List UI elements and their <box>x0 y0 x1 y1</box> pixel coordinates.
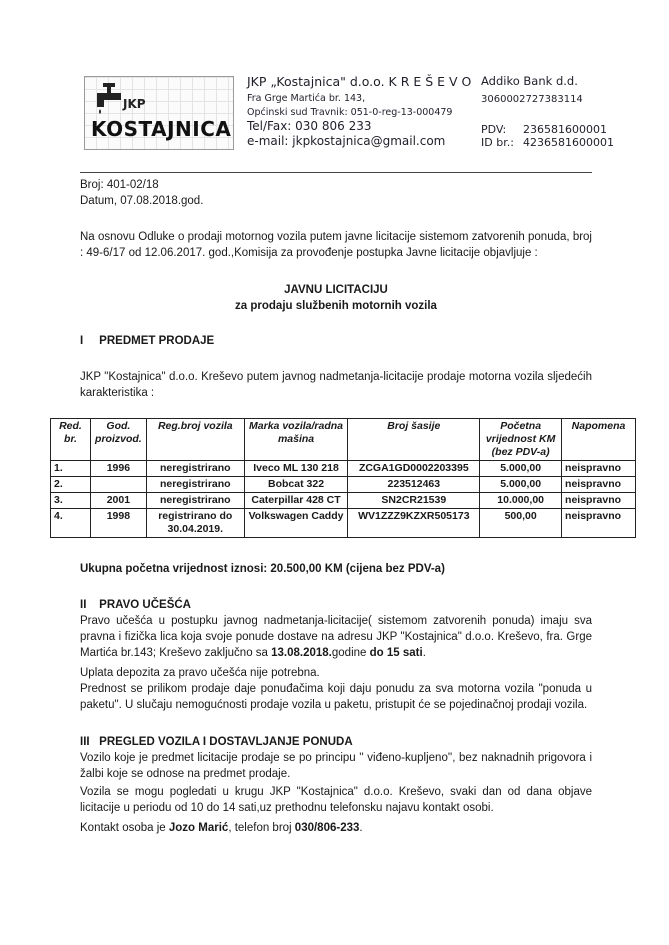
table-header-row <box>51 419 636 461</box>
section-3-heading: III PREGLED VOZILA I DOSTAVLJANJE PONUDA <box>80 736 353 748</box>
doc-date: Datum, 07.08.2018.god. <box>80 195 204 207</box>
intro-paragraph: Na osnovu Odluke o prodaji motornog vozila putem javne licitacije sistemom zatvorenih ponuda, broj : 49-6/17 od 12.06.2017. god.,Komisija za provođenje postupka Javne licitacije objavljuje : <box>80 231 592 259</box>
company-logo <box>84 76 234 150</box>
cell-god: 1996 <box>90 461 146 477</box>
cell-reg: neregistrirano <box>146 493 244 509</box>
company-info <box>247 74 471 148</box>
section-1-text: JKP "Kostajnica" d.o.o. Kreševo putem javnog nadmetanja-licitacije prodaje motorna vozila sljedećih karakteristika : <box>80 371 592 399</box>
deadline-time: do 15 sati <box>369 647 423 659</box>
cell-sasija: SN2CR21539 <box>348 493 480 509</box>
section-2-p1-text: Pravo učešća u postupku javnog nadmetanja-licitacije( sistemom zatvorenih ponuda) imaju sva pravna i fizička lica koja svoje ponude dostave na adresu JKP "Kostajnica" d.o.o. Kreševo, fra. Grge Martića br.143; Kreševo zaključno sa <box>80 615 592 659</box>
section-2-paragraph-1 <box>80 613 592 661</box>
table-row <box>51 477 636 493</box>
logo-jkp-text: JKP <box>123 97 146 111</box>
cell-god <box>90 477 146 493</box>
section-3-paragraph-3 <box>80 820 592 836</box>
cell-napomena: neispravno <box>562 493 636 509</box>
cell-sasija: WV1ZZZ9KZXR505173 <box>348 509 480 538</box>
pdv-line <box>481 123 614 136</box>
pdv-value: 236581600001 <box>523 123 607 136</box>
table-row <box>51 509 636 538</box>
bank-name: Addiko Bank d.d. <box>481 74 578 88</box>
contact-phone: 030/806-233 <box>294 822 360 834</box>
doc-number: Broj: 401-02/18 <box>80 179 159 191</box>
cell-reg: neregistrirano <box>146 461 244 477</box>
section-3-paragraph-1: Vozilo koje je predmet licitacije prodaje se po principu '' viđeno-kupljeno'', bez naknadnih prigovora i žalbi koje se odnose na predmet prodaje. <box>80 752 592 780</box>
water-tap-icon <box>93 81 127 115</box>
bank-account: 3060002727383114 <box>481 94 583 105</box>
doc-title: JAVNU LICITACIJU <box>284 284 388 296</box>
col-vrijednost: Početna vrijednost KM (bez PDV-a) <box>480 419 562 461</box>
cell-marka: Caterpillar 428 CT <box>244 493 348 509</box>
cell-marka: Volkswagen Caddy <box>244 509 348 538</box>
company-court-reg: Općinski sud Travnik: 051-0-reg-13-000479 <box>247 107 453 118</box>
col-sasija: Broj šasije <box>348 419 480 461</box>
table-row <box>51 461 636 477</box>
vehicle-table <box>50 418 636 538</box>
idbr-line <box>481 136 614 149</box>
section-3-paragraph-2: Vozila se mogu pogledati u krugu JKP "Kostajnica" d.o.o. Kreševo, svaki dan od dana objave licitacije u periodu od 10 do 14 sati,uz prethodnu telefonsku najavu kontakt osobi. <box>80 786 592 814</box>
cell-sasija: ZCGA1GD0002203395 <box>348 461 480 477</box>
idbr-label: ID br.: <box>481 136 514 149</box>
cell-napomena: neispravno <box>562 509 636 538</box>
section-2-p1-godine: godine <box>331 647 370 659</box>
cell-napomena: neispravno <box>562 461 636 477</box>
bank-info <box>481 74 614 149</box>
cell-vrijednost: 5.000,00 <box>480 477 562 493</box>
section-2-p1-end: . <box>422 647 426 659</box>
section-2-heading: II PRAVO UČEŠĆA <box>80 599 191 611</box>
company-email: e-mail: jkpkostajnica@gmail.com <box>247 134 446 148</box>
contact-name: Jozo Marić <box>168 822 229 834</box>
contact-end: . <box>359 822 363 834</box>
logo-brand-text: KOSTAJNICA <box>91 117 232 141</box>
doc-subtitle: za prodaju službenih motornih vozila <box>235 300 437 312</box>
cell-vrijednost: 10.000,00 <box>480 493 562 509</box>
table-row <box>51 493 636 509</box>
company-name: JKP „Kostajnica" d.o.o. K R E Š E V O <box>247 74 472 89</box>
section-1-heading: I PREDMET PRODAJE <box>80 335 215 347</box>
cell-god: 2001 <box>90 493 146 509</box>
cell-rb: 1. <box>51 461 91 477</box>
deadline-date: 13.08.2018. <box>271 647 332 659</box>
col-marka: Marka vozila/radna mašina <box>244 419 348 461</box>
cell-sasija: 223512463 <box>348 477 480 493</box>
cell-marka: Iveco ML 130 218 <box>244 461 348 477</box>
col-napomena: Napomena <box>562 419 636 461</box>
cell-rb: 3. <box>51 493 91 509</box>
cell-rb: 4. <box>51 509 91 538</box>
contact-middle: , telefon broj <box>228 822 295 834</box>
cell-marka: Bobcat 322 <box>244 477 348 493</box>
letterhead-divider <box>80 172 592 173</box>
pdv-label: PDV: <box>481 123 507 136</box>
section-2-paragraph-3: Prednost se prilikom prodaje daje ponuđačima koji daju ponudu za sva motorna vozila "ponuda u paketu". U slučaju nemogućnosti prodaje vozila u paketu, pristupit će se pojedinačnoj prodaji vozila. <box>80 683 592 711</box>
cell-god: 1998 <box>90 509 146 538</box>
cell-napomena: neispravno <box>562 477 636 493</box>
cell-vrijednost: 5.000,00 <box>480 461 562 477</box>
col-god: God. proizvod. <box>90 419 146 461</box>
company-address: Fra Grge Martića br. 143, <box>247 93 366 104</box>
col-reg: Reg.broj vozila <box>146 419 244 461</box>
cell-vrijednost: 500,00 <box>480 509 562 538</box>
company-telfax: Tel/Fax: 030 806 233 <box>247 119 372 133</box>
total-value: Ukupna početna vrijednost iznosi: 20.500,00 KM (cijena bez PDV-a) <box>80 563 445 575</box>
idbr-value: 4236581600001 <box>523 136 614 149</box>
contact-prefix: Kontakt osoba je <box>80 822 169 834</box>
cell-reg: neregistrirano <box>146 477 244 493</box>
section-2-paragraph-2: Uplata depozita za pravo učešća nije potrebna. <box>80 667 320 679</box>
cell-reg: registrirano do 30.04.2019. <box>146 509 244 538</box>
col-red-br: Red. br. <box>51 419 91 461</box>
cell-rb: 2. <box>51 477 91 493</box>
